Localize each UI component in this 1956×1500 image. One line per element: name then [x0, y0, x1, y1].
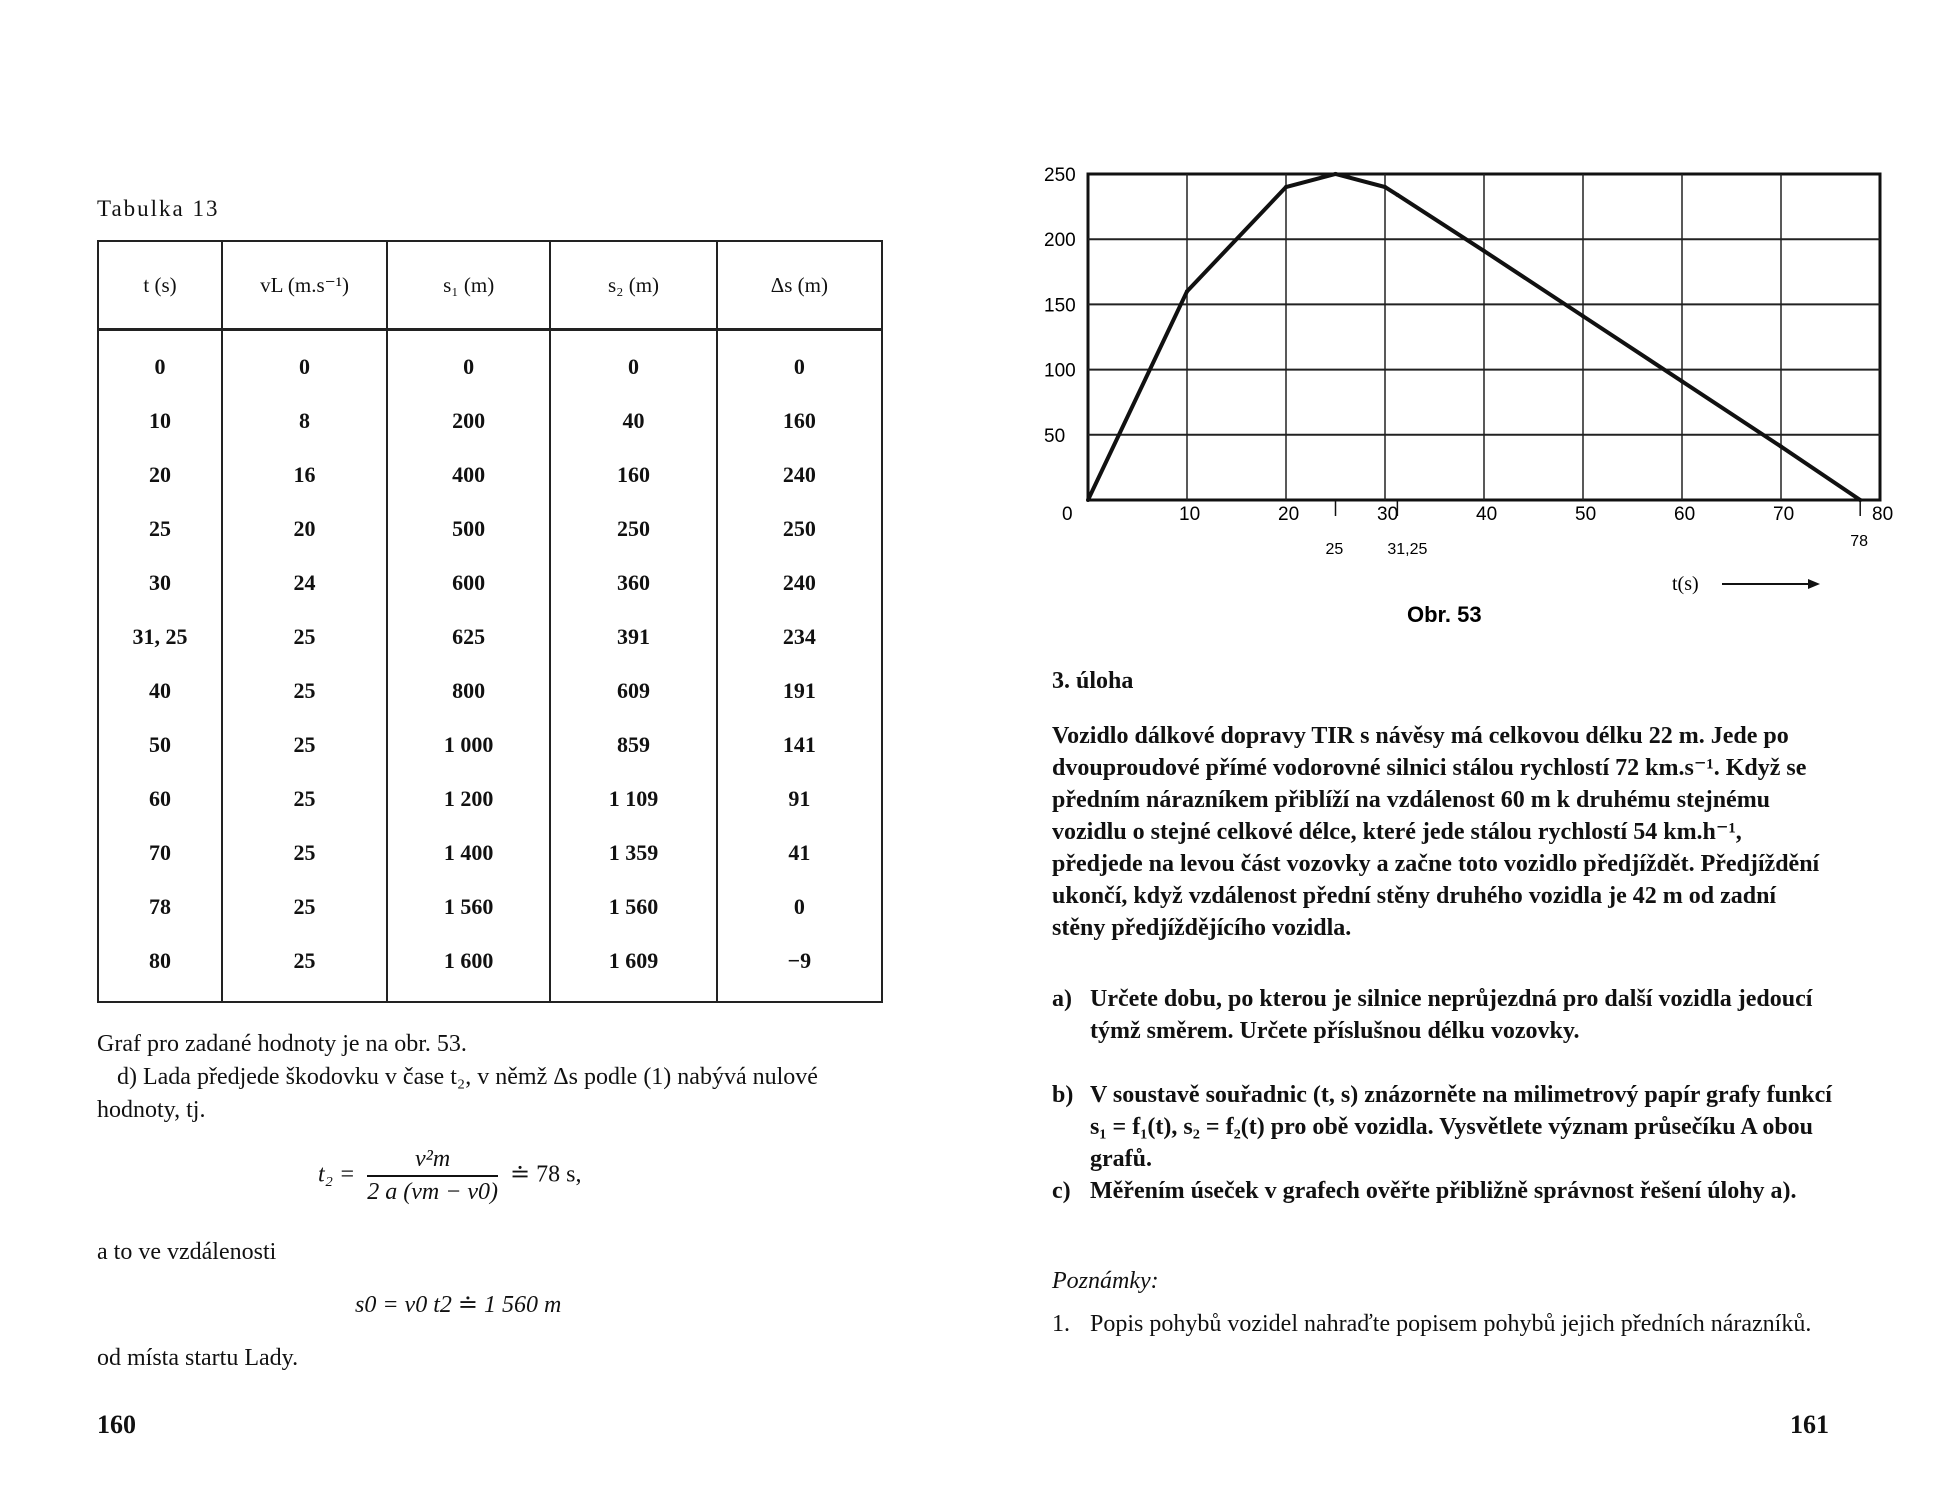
y-tick-label: 250 — [1044, 165, 1076, 186]
table-cell: 400 — [387, 448, 550, 502]
table-cell: 25 — [222, 718, 387, 772]
column-header-s1: s₁ (m) — [387, 241, 550, 330]
table-cell: 25 — [98, 502, 222, 556]
table-cell: −9 — [717, 934, 882, 1002]
table-row — [98, 934, 882, 1002]
table-cell: 1 600 — [387, 934, 550, 1002]
table-row — [98, 718, 882, 772]
series-line — [1088, 174, 1860, 500]
table-cell: 240 — [717, 448, 882, 502]
table-cell: 200 — [387, 394, 550, 448]
table-cell: 600 — [387, 556, 550, 610]
data-point — [1581, 314, 1585, 318]
x-tick-label: 30 — [1377, 504, 1399, 525]
table-cell: 240 — [717, 556, 882, 610]
equation-fraction — [367, 1146, 498, 1206]
data-point — [1858, 498, 1862, 502]
note-1 — [1052, 1308, 1834, 1372]
table-cell: 40 — [550, 394, 716, 448]
x-tick-label: 70 — [1773, 504, 1795, 525]
table-cell: 500 — [387, 502, 550, 556]
data-point — [1383, 185, 1387, 189]
equation-s0: s0 = v0 t2 ≐ 1 560 m — [355, 1292, 562, 1318]
column-header-s2: s₂ (m) — [550, 241, 716, 330]
x-tick-label: 0 — [1062, 504, 1073, 525]
table-cell: 250 — [717, 502, 882, 556]
figure-caption: Obr. 53 — [1407, 602, 1482, 627]
table-cell: 234 — [717, 610, 882, 664]
column-header-delta-s: Δs (m) — [717, 241, 882, 330]
table-cell: 0 — [717, 330, 882, 395]
table-cell: 0 — [222, 330, 387, 395]
notes-heading: Poznámky: — [1052, 1268, 1159, 1294]
table-cell: 1 609 — [550, 934, 716, 1002]
y-tick-label: 50 — [1044, 425, 1066, 447]
table-cell: 1 200 — [387, 772, 550, 826]
item-label: c) — [1052, 1178, 1071, 1204]
table-cell: 50 — [98, 718, 222, 772]
task-paragraph: Vozidlo dálkové dopravy TIR s návěsy má celkovou délku 22 m. Jede po dvouproudové přímé vodorovné silnici stálou rychlostí 72 km.s⁻¹. Když se předním nárazníkem přiblíží na vzdálenost 60 m k druhému stejnému vozidlu o stejné celkové délce, které jede stálou rychlostí 54 km.h⁻¹, předjede na levou část vozovky a začne toto vozidlo předjíždět. Předjíždění ukončí, když vzdálenost přední stěny druhého vozidla je 42 m od zadní stěny předjíždějícího vozidla. — [1052, 723, 1820, 941]
item-label: b) — [1052, 1082, 1074, 1108]
distance-text: a to ve vzdálenosti — [97, 1239, 277, 1265]
y-tick-label: 200 — [1044, 230, 1076, 252]
table-cell: 160 — [550, 448, 716, 502]
table-cell: 0 — [98, 330, 222, 395]
table-cell: 1 560 — [550, 880, 716, 934]
x-tick-label: 20 — [1278, 504, 1300, 525]
page-number-left: 160 — [97, 1410, 136, 1439]
table-cell: 141 — [717, 718, 882, 772]
chart-points — [1086, 172, 1862, 502]
page-number-right: 161 — [1790, 1410, 1829, 1439]
data-point — [1334, 172, 1338, 176]
item-text: Měřením úseček v grafech ověřte přibližně správnost řešení úlohy a). — [1090, 1178, 1797, 1204]
equation-lhs: t₂ = — [318, 1161, 356, 1188]
table-cell: 41 — [717, 826, 882, 880]
note-label: 1. — [1052, 1311, 1070, 1337]
table-cell: 40 — [98, 664, 222, 718]
table-cell: 1 000 — [387, 718, 550, 772]
x-marker-label: 78 — [1850, 533, 1868, 550]
table-cell: 1 560 — [387, 880, 550, 934]
note-text: Popis pohybů vozidel nahraďte popisem pohybů jejich předních nárazníků. — [1090, 1311, 1812, 1337]
table-cell: 25 — [222, 664, 387, 718]
x-axis-arrow-head — [1808, 579, 1820, 589]
table-cell: 25 — [222, 826, 387, 880]
table-cell: 160 — [717, 394, 882, 448]
data-point — [1482, 249, 1486, 253]
table-cell: 391 — [550, 610, 716, 664]
table-cell: 625 — [387, 610, 550, 664]
table-row — [98, 880, 882, 934]
task-item-b — [1052, 1079, 1834, 1175]
table-row — [98, 826, 882, 880]
y-tick-label: 150 — [1044, 295, 1076, 317]
table-cell: 609 — [550, 664, 716, 718]
table-cell: 250 — [550, 502, 716, 556]
paragraph-d: d) Lada předjede škodovku v čase t₂, v němž Δs podle (1) nabývá nulové hodnoty, tj. — [97, 1064, 818, 1123]
table-cell: 20 — [98, 448, 222, 502]
table-cell: 1 359 — [550, 826, 716, 880]
x-tick-label: 10 — [1179, 504, 1201, 525]
x-tick-label: 80 — [1872, 504, 1894, 525]
table-cell: 1 400 — [387, 826, 550, 880]
x-tick-label: 50 — [1575, 504, 1597, 525]
table-row — [98, 772, 882, 826]
equation-rhs: ≐ 78 s, — [510, 1161, 582, 1188]
table-cell: 1 109 — [550, 772, 716, 826]
table-cell: 78 — [98, 880, 222, 934]
table-cell: 25 — [222, 772, 387, 826]
table-cell: 31, 25 — [98, 610, 222, 664]
table-cell: 70 — [98, 826, 222, 880]
column-header-t: t (s) — [98, 241, 222, 330]
data-point — [1086, 498, 1090, 502]
equation-t2 — [318, 1146, 582, 1206]
item-text: V soustavě souřadnic (t, s) znázorněte na milimetrový papír grafy funkcí s₁ = f₁(t), s₂ = f₂(t) pro obě vozidla. Vysvětlete význam průsečíku A obou grafů. — [1090, 1082, 1832, 1172]
column-header-vl: vL (m.s⁻¹) — [222, 241, 387, 330]
table-cell: 20 — [222, 502, 387, 556]
task-item-c — [1052, 1175, 1834, 1239]
table-cell: 91 — [717, 772, 882, 826]
table-cell: 191 — [717, 664, 882, 718]
data-point — [1779, 445, 1783, 449]
fraction-denominator: 2 a (vm − v0) — [367, 1179, 499, 1205]
table-cell: 16 — [222, 448, 387, 502]
table-cell: 30 — [98, 556, 222, 610]
table-cell: 80 — [98, 934, 222, 1002]
table-row — [98, 664, 882, 718]
x-tick-label: 40 — [1476, 504, 1498, 525]
table-cell: 0 — [717, 880, 882, 934]
chart-grid — [1088, 174, 1880, 500]
chart — [0, 0, 1956, 640]
table-cell: 859 — [550, 718, 716, 772]
table-cell: 25 — [222, 880, 387, 934]
task-heading: 3. úloha — [1052, 668, 1134, 694]
task-item-a — [1052, 983, 1834, 1079]
data-point — [1395, 193, 1399, 197]
data-point — [1284, 185, 1288, 189]
item-text: Určete dobu, po kterou je silnice neprůjezdná pro další vozidla jedoucí týmž směrem. Určete příslušnou délku vozovky. — [1090, 986, 1813, 1044]
table-cell: 25 — [222, 934, 387, 1002]
data-point — [1185, 289, 1189, 293]
table-cell: 10 — [98, 394, 222, 448]
table-cell: 8 — [222, 394, 387, 448]
table-cell: 800 — [387, 664, 550, 718]
graph-note: Graf pro zadané hodnoty je na obr. 53. — [97, 1031, 467, 1057]
table-cell: 24 — [222, 556, 387, 610]
table-cell: 25 — [222, 610, 387, 664]
x-marker-label: 25 — [1325, 541, 1344, 558]
table-cell: 0 — [387, 330, 550, 395]
x-axis-label: t(s) — [1672, 573, 1699, 595]
item-label: a) — [1052, 986, 1072, 1012]
y-tick-label: 100 — [1044, 360, 1076, 382]
fraction-numerator: v²m — [367, 1146, 498, 1177]
table-cell: 60 — [98, 772, 222, 826]
start-text: od místa startu Lady. — [97, 1345, 299, 1371]
x-marker-label: 31,25 — [1387, 541, 1428, 558]
data-point — [1680, 379, 1684, 383]
table-cell: 0 — [550, 330, 716, 395]
table-cell: 360 — [550, 556, 716, 610]
x-tick-label: 60 — [1674, 504, 1696, 525]
table-caption: Tabulka 13 — [97, 196, 220, 221]
